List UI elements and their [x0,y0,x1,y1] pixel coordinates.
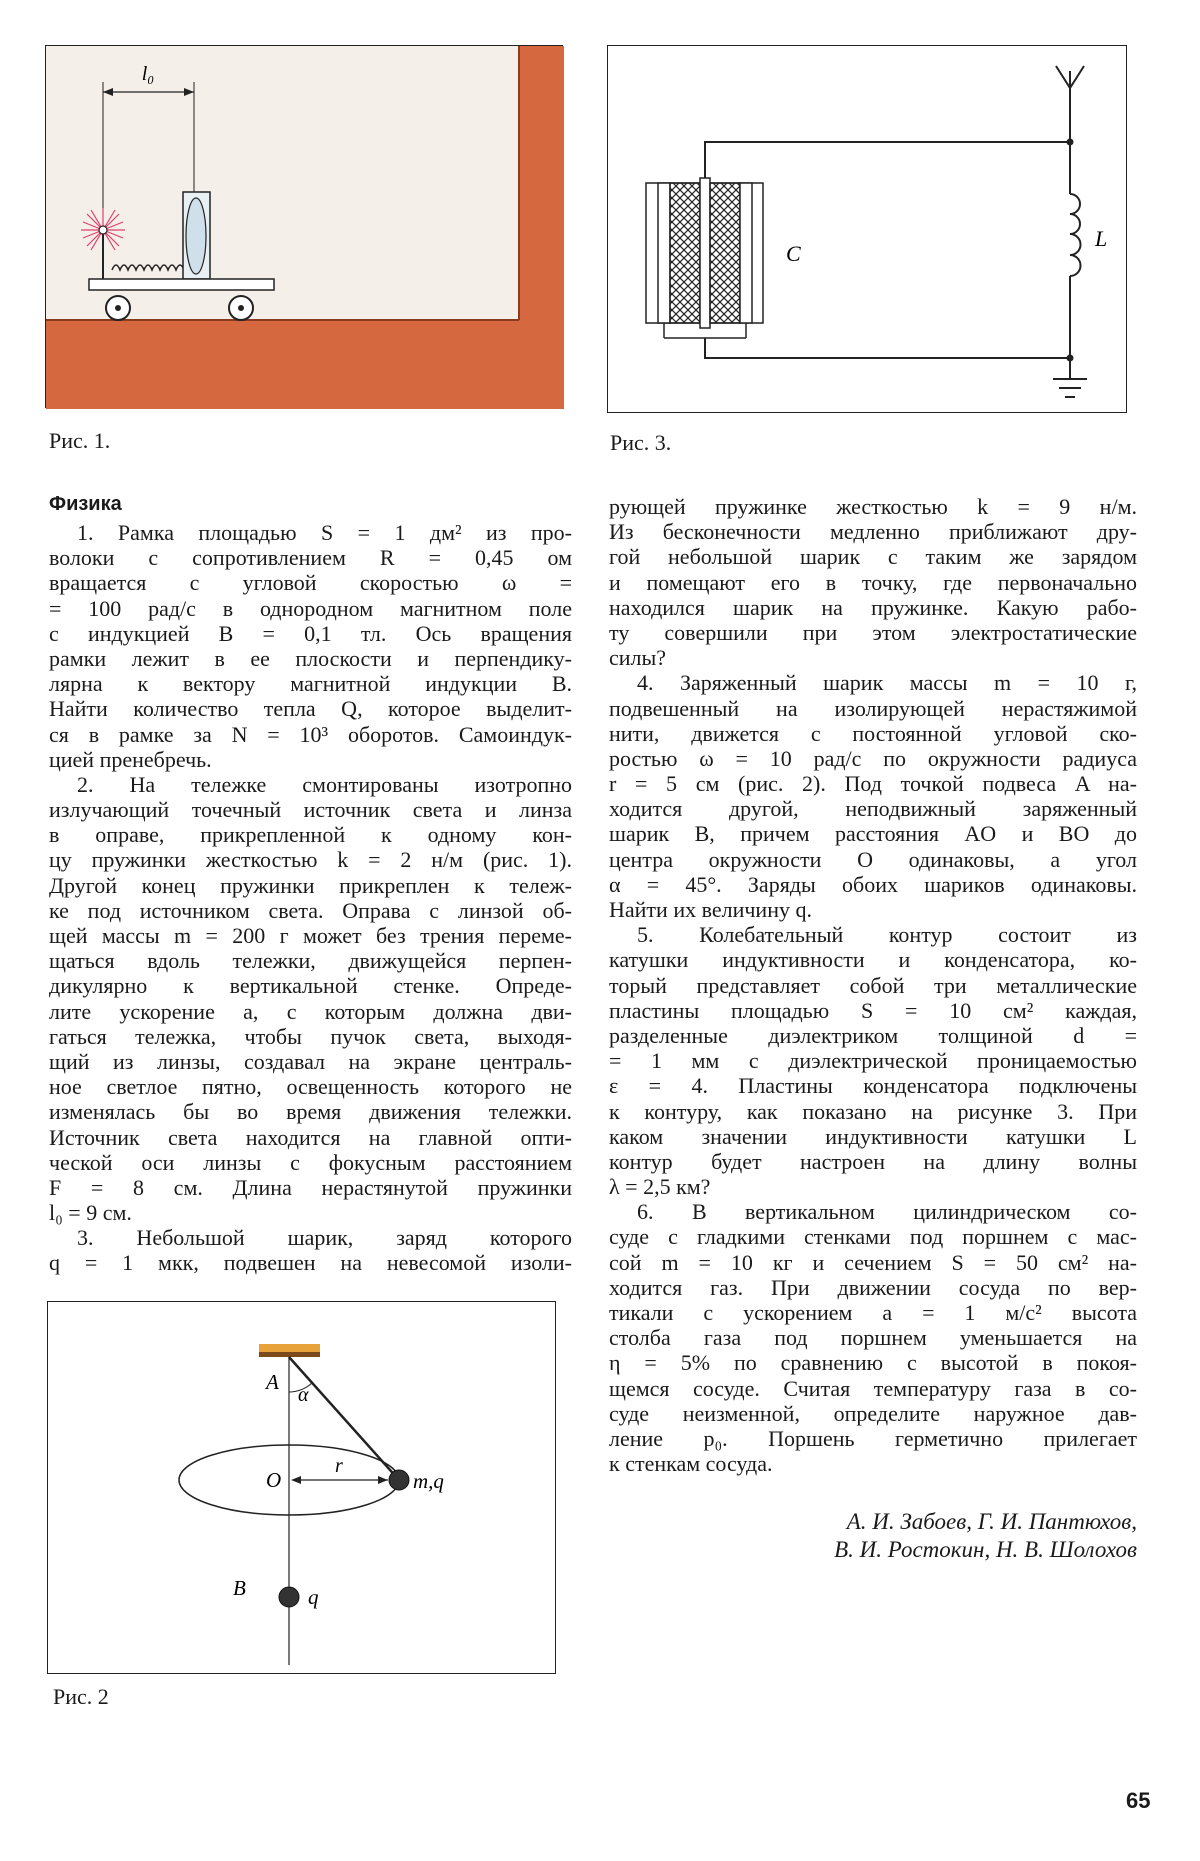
string [289,1357,399,1480]
authors-line: А. И. Забоев, Г. И. Пантюхов, [846,1509,1137,1534]
text-line: Источник света находится на главной опти- [49,1124,572,1150]
text-line: вращается с угловой скоростью ω = [49,570,572,596]
label-mq: m,q [413,1469,444,1493]
text-line: ческой оси линзы с фокусным расстоянием [49,1149,572,1175]
text-line: щий из линзы, создавал на экране централь- [49,1048,572,1074]
authors [834,1508,1137,1564]
paragraph [49,520,572,772]
figure-2-pendulum [47,1301,556,1674]
text-line: суде с гладкими стенками под поршнем с мас- [609,1224,1137,1250]
text-line: разделенные диэлектриком толщиной d = [609,1022,1137,1048]
text-line: и помещают его в точку, где первоначально [609,569,1137,595]
text-line: λ = 2,5 км? [609,1174,711,1200]
text-line: = 100 рад/с в однородном магнитном поле [49,595,572,621]
text-line: к стенкам сосуда. [609,1451,773,1477]
capacitor [646,178,763,338]
text-line: каком значении индуктивности катушки L [609,1123,1137,1149]
text-line: рамки лежит в ее плоскости и перпендику- [49,645,572,671]
dimension-l0 [103,63,194,246]
text-line: контур будет настроен на длину волны [609,1148,1137,1174]
label-l: L [1095,226,1108,251]
charged-ball [389,1470,409,1490]
pendulum-diagram [48,1302,557,1675]
text-line: ростью ω = 10 рад/с по окружности радиуса [609,745,1137,771]
label-r: r [335,1455,343,1477]
figure-3-caption: Рис. 3. [610,430,672,455]
label-l0: l₀ [141,63,155,85]
text-line: цу пружинки жесткостью k = 2 н/м (рис. 1). [49,847,572,873]
text-line: 4. Заряженный шарик массы m = 10 г, [637,670,1137,696]
text-line: F = 8 см. Длина нерастянутой пружинки [49,1174,572,1200]
figure-1-caption: Рис. 1. [49,428,111,453]
text-line: = 1 мм с диэлектрической проницаемостью [609,1048,1137,1074]
label-b: B [233,1576,246,1600]
text-line: 6. В вертикальном цилиндрическом со- [637,1199,1137,1225]
text-line: 2. На тележке смонтированы изотропно [77,771,572,797]
text-line: α = 45°. Заряды обоих шариков одинаковы. [609,871,1137,897]
text-line: 1. Рамка площадью S = 1 дм² из про- [77,520,572,545]
cart-diagram [46,46,564,409]
text-line: ε = 4. Пластины конденсатора подключены [609,1073,1137,1099]
text-line: 5. Колебательный контур состоит из [637,922,1137,948]
text-line: находился шарик на пружинке. Какую рабо- [609,594,1137,620]
text-line: ление p₀. Поршень герметично прилегает [609,1425,1137,1451]
text-line: волоки с сопротивлением R = 0,45 ом [49,545,572,571]
text-line: ходится другой, неподвижный заряженный [609,796,1137,822]
text-line: силы? [609,645,667,671]
text-line: рующей пружинке жесткостью k = 9 н/м. [609,494,1137,519]
text-line: подвешенный на изолирующей нерастяжимой [609,695,1137,721]
page-number: 65 [1126,1788,1151,1813]
label-a: A [266,1370,279,1394]
authors-line: В. И. Ростокин, Н. В. Шолохов [834,1537,1137,1562]
paragraph [49,1225,572,1275]
text-line: цией пренебречь. [49,746,212,772]
text-line: суде неизменной, определите наружное дав- [609,1400,1137,1426]
circuit-diagram [608,46,1128,414]
text-line: сой m = 10 кг и сечением S = 50 см² на- [609,1249,1137,1275]
text-line: тикали с ускорением a = 1 м/с² высота [609,1300,1137,1325]
text-line: ту совершили при этом электростатические [609,619,1137,645]
text-line: l₀ = 9 см. [49,1200,132,1226]
label-alpha: α [298,1384,309,1406]
section-heading: Физика [49,493,122,515]
text-line: в оправе, прикрепленной к одному кон- [49,822,572,848]
figure-1-cart [45,45,563,408]
text-line: лите ускорение a, с которым должна дви- [49,998,572,1024]
floor [46,320,564,409]
text-line: с индукцией B = 0,1 тл. Ось вращения [49,620,572,646]
text-line: ное светлое пятно, освещенность которого не [49,1074,572,1100]
text-line: катушки индуктивности и конденсатора, ко- [609,947,1137,973]
text-line: Найти их величину q. [609,897,812,922]
paragraph [609,494,1137,670]
text-line: щей массы m = 200 г может без трения переме- [49,923,572,948]
text-line: изменялась бы во время движения тележки. [49,1099,572,1125]
cart-platform [89,279,274,290]
text-line: r = 5 см (рис. 2). Под точкой подвеса A на- [609,771,1137,797]
ceiling-mount [259,1344,320,1352]
text-line: торый представляет собой три металлические [609,972,1137,998]
text-line: щаться вдоль тележки, движущейся перпен- [49,948,572,974]
text-line: Найти количество тепла Q, которое выделит- [49,696,572,722]
text-line: q = 1 мкк, подвешен на невесомой изоли- [49,1250,572,1276]
figure-3-circuit [607,45,1127,413]
label-q: q [308,1585,319,1609]
text-line: Из бесконечности медленно приближают дру- [609,519,1137,545]
text-line: 3. Небольшой шарик, заряд которого [77,1225,572,1251]
text-line: ке под источником света. Оправа с линзой об- [49,897,572,923]
text-line: щемся сосуде. Считая температуру газа в со- [609,1375,1137,1401]
lens-mount [183,192,210,279]
label-o: O [266,1468,282,1492]
paragraph [609,670,1137,922]
right-text-column [609,494,1137,1476]
text-line: ся в рамке за N = 10³ оборотов. Самоиндук- [49,721,572,747]
spring [112,265,190,270]
text-line: гаться тележка, чтобы пучок света, выходя- [49,1023,572,1049]
text-line: излучающий точечный источник света и линза [49,797,572,823]
text-line: гой небольшой шарик с таким же зарядом [609,544,1137,570]
figure-2-caption: Рис. 2 [53,1684,109,1709]
paragraph [49,772,572,1225]
paragraph [609,922,1137,1199]
text-line: Другой конец пружинки прикреплен к тележ- [49,872,572,898]
text-line: центра окружности O одинаковы, а угол [609,846,1137,872]
text-line: пластины площадью S = 10 см² каждая, [609,997,1137,1023]
text-line: ходится газ. При движении сосуда по вер- [609,1274,1137,1300]
text-line: к контуру, как показано на рисунке 3. При [609,1098,1137,1124]
text-line: дикулярно к вертикальной стенке. Опреде- [49,973,572,999]
paragraph [609,1199,1137,1476]
text-line: столба газа под поршнем уменьшается на [609,1325,1137,1351]
left-text-column [49,492,572,1276]
fixed-ball [279,1587,299,1607]
label-c: C [786,241,801,266]
text-line: шарик B, причем расстояния AO и BO до [609,821,1137,847]
text-line: η = 5% по сравнению с высотой в покоя- [609,1350,1137,1376]
text-line: нити, движется с постоянной угловой ско- [609,720,1137,746]
inductor-coil [1070,194,1081,276]
text-line: лярна к вектору магнитной индукции B. [49,671,572,697]
